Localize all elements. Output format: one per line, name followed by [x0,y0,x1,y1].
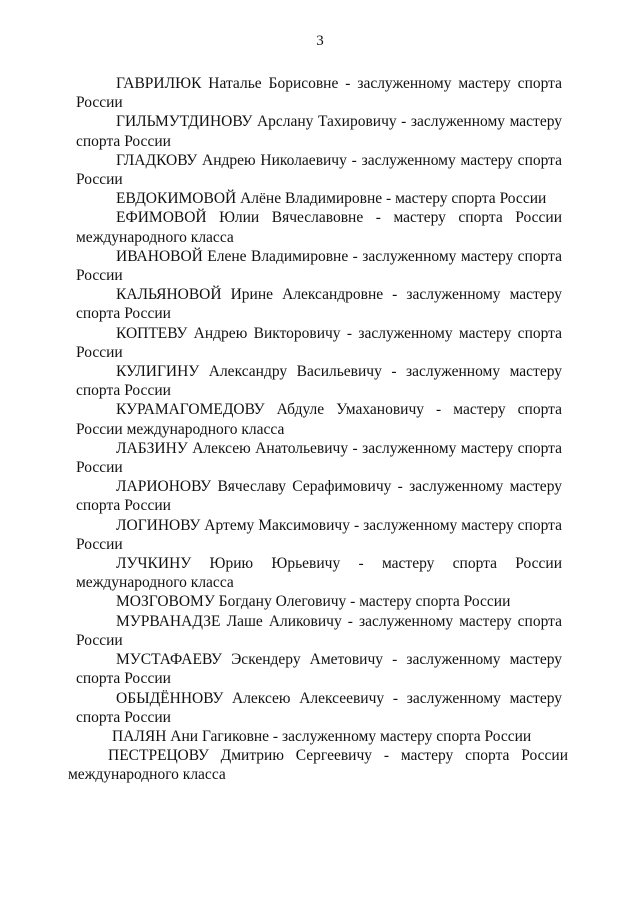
list-item: ЕВДОКИМОВОЙ Алёне Владимировне - мастеру спорта России [116,190,547,208]
list-item: ЕФИМОВОЙ Юлии Вячеславовне - мастеру спорта России международного класса [76,209,562,246]
list-item: МУРВАНАДЗЕ Лаше Аликовичу - заслуженному мастеру спорта России [76,612,562,649]
list-item: ЛУЧКИНУ Юрию Юрьевичу - мастеру спорта России международного класса [76,555,562,592]
list-item: ОБЫДЁННОВУ Алексею Алексеевичу - заслуженному мастеру спорта России [76,689,562,726]
list-item: ЛАРИОНОВУ Вячеславу Серафимовичу - заслуженному мастеру спорта России [76,478,562,515]
list-item: ИВАНОВОЙ Елене Владимировне - заслуженному мастеру спорта России [76,247,562,285]
list-item: ГИЛЬМУТДИНОВУ Арслану Тахировичу - заслуженному мастеру спорта России [76,113,562,150]
list-item: ЛОГИНОВУ Артему Максимовичу - заслуженному мастеру спорта России [76,516,562,553]
list-item: КУРАМАГОМЕДОВУ Абдуле Умахановичу - мастеру спорта России международного класса [76,401,562,438]
list-item: КУЛИГИНУ Александру Васильевичу - заслуженному мастеру спорта России [76,363,562,400]
list-item: КАЛЬЯНОВОЙ Ирине Александровне - заслуженному мастеру спорта России [76,286,562,323]
list-item: КОПТЕВУ Андрею Викторовичу - заслуженному мастеру спорта России [76,324,562,361]
award-list [68,74,568,785]
list-item: МУСТАФАЕВУ Эскендеру Аметовичу - заслуженному мастеру спорта России [76,651,562,688]
list-item: ГЛАДКОВУ Андрею Николаевичу - заслуженному мастеру спорта России [76,151,562,189]
list-item: ЛАБЗИНУ Алексею Анатольевичу - заслуженному мастеру спорта России [76,439,562,477]
list-item: ПАЛЯН Ани Гагиковне - заслуженному мастеру спорта России [112,727,532,745]
list-item: МОЗГОВОМУ Богдану Олеговичу - мастеру спорта России [116,593,511,611]
page-number: 3 [316,33,324,49]
list-item: ПЕСТРЕЦОВУ Дмитрию Сергеевичу - мастеру спорта России международного класса [68,747,568,784]
list-item: ГАВРИЛЮК Наталье Борисовне - заслуженному мастеру спорта России [76,75,562,112]
